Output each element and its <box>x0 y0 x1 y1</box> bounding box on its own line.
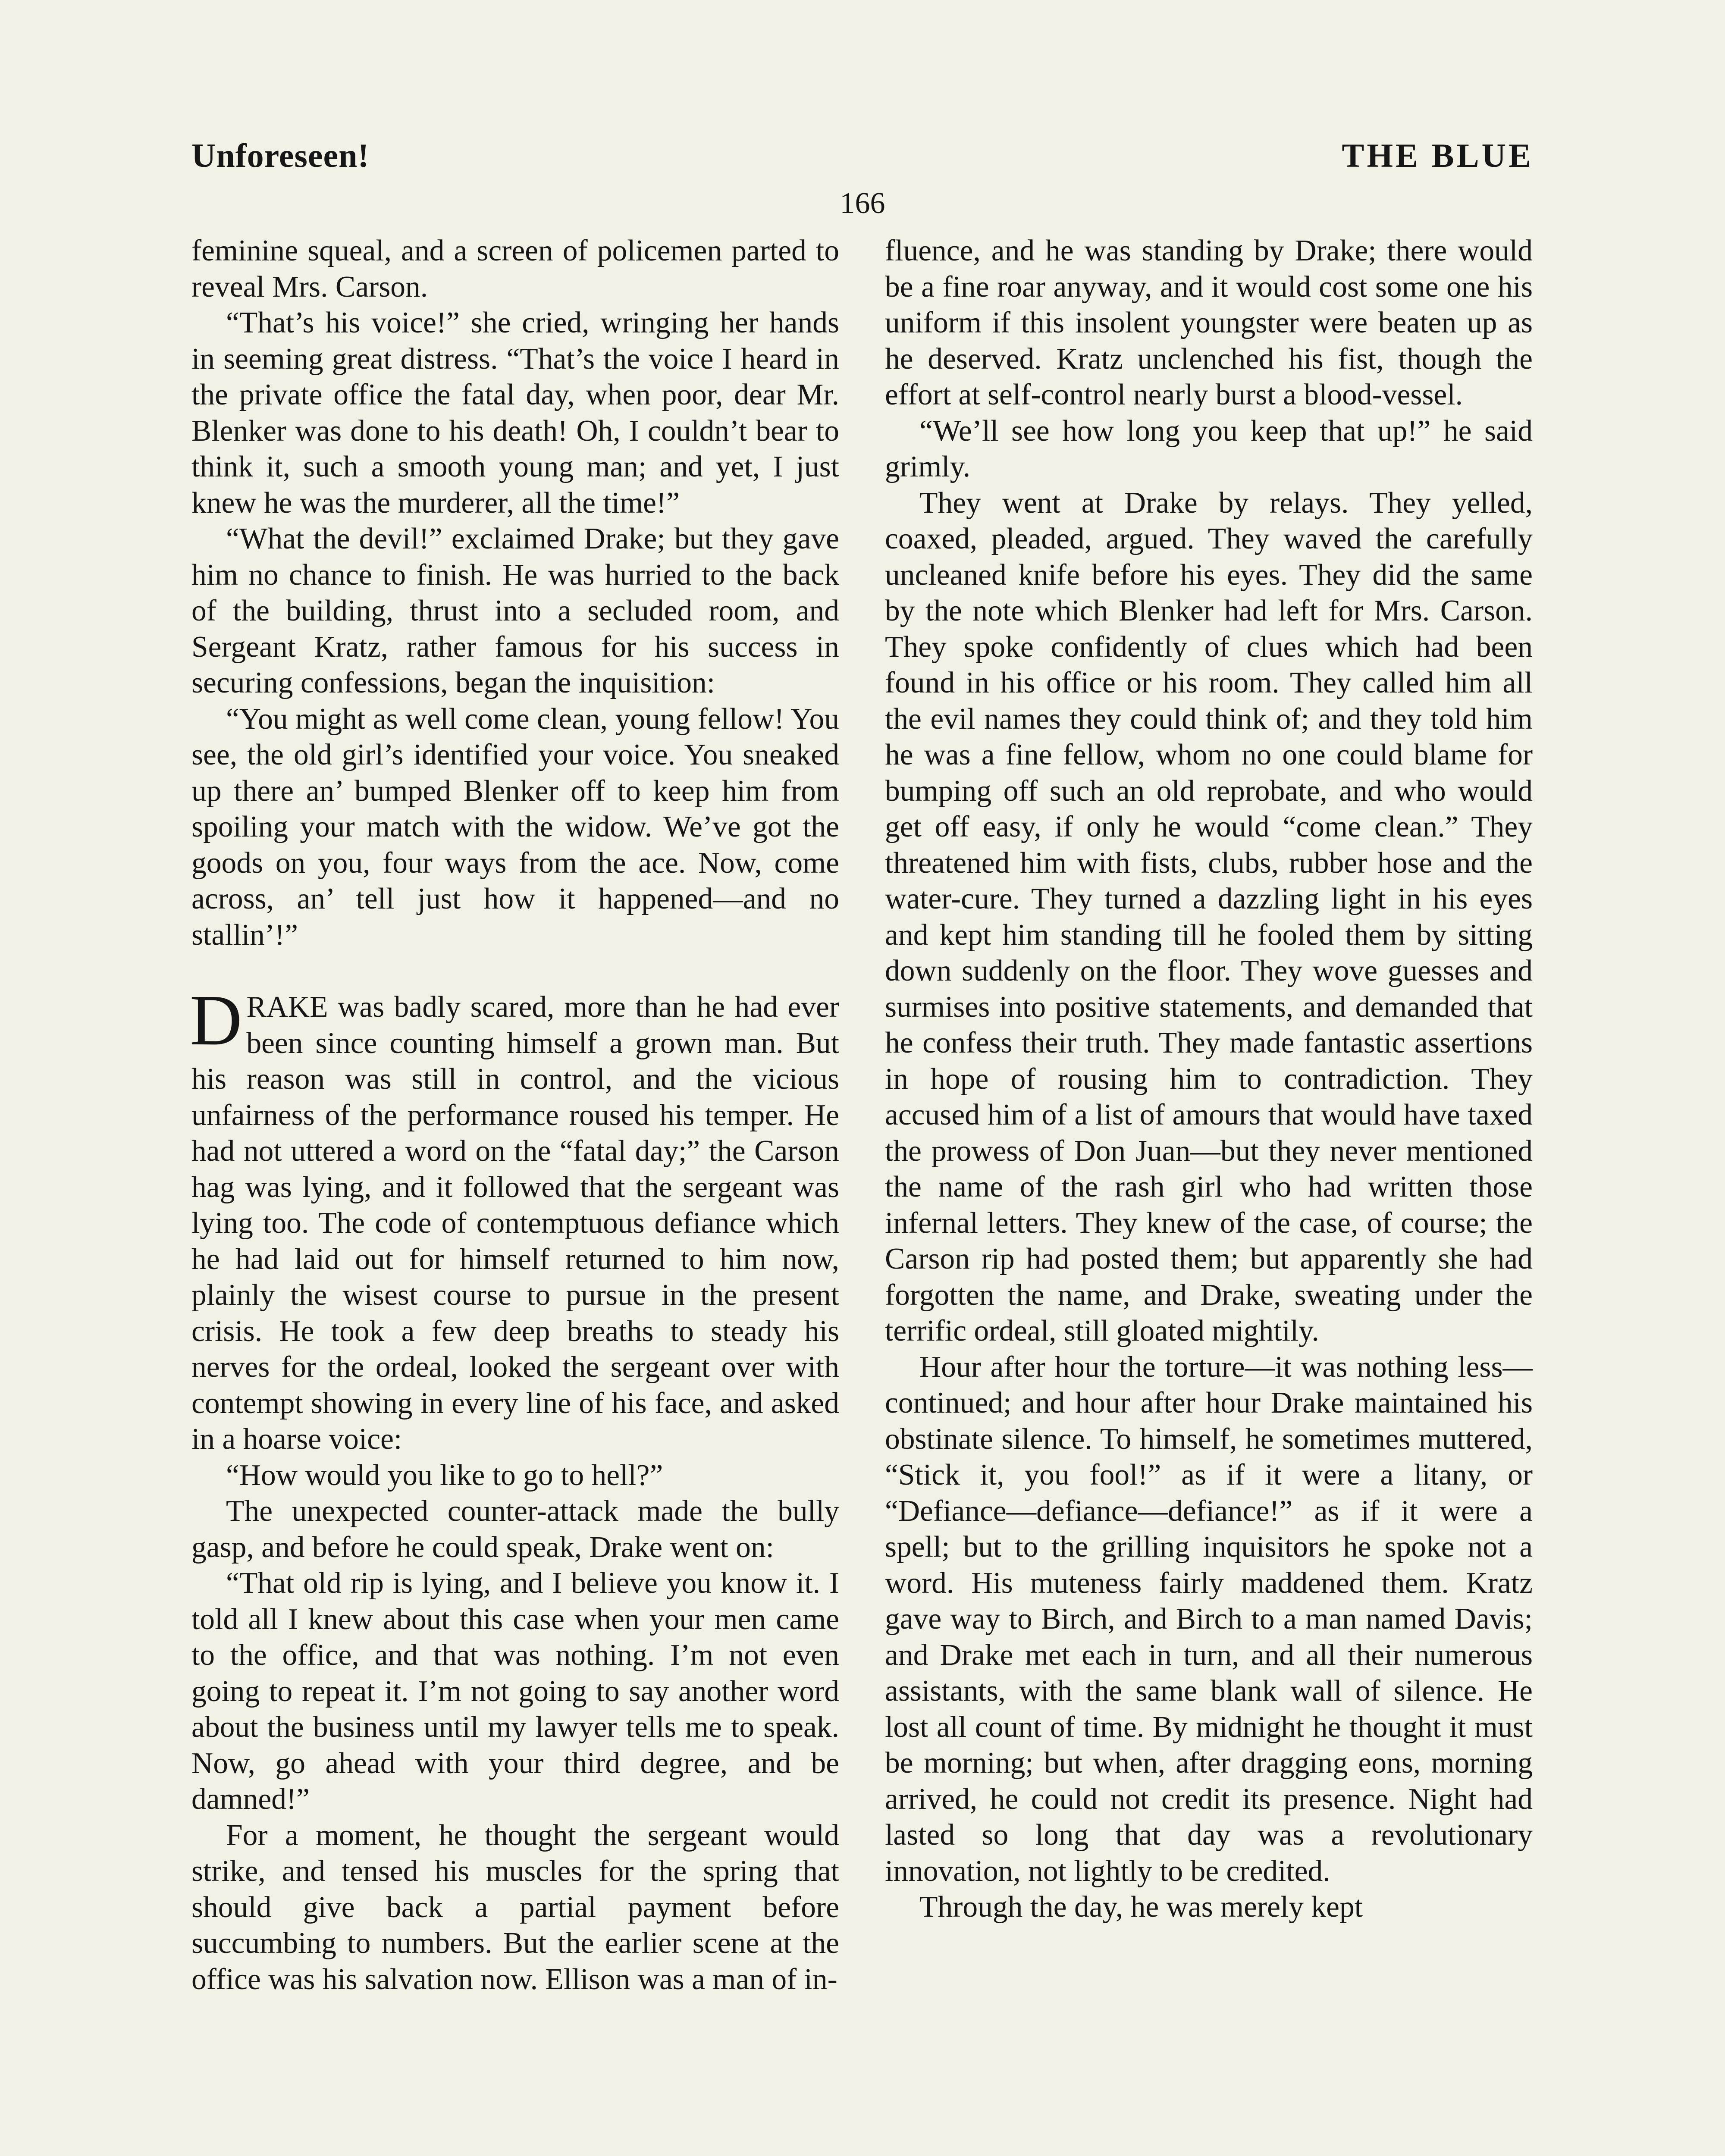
paragraph: Hour after hour the torture—it was nothing less—continued; and hour after hour Drake maintained his obstinate silence. To himself, he sometimes muttered, “Stick it, you fool!” as if it were a litany, or “Defiance—defiance—defiance!” as if it were a spell; but to the grilling inquisitors he spoke not a word. His muteness fairly maddened them. Kratz gave way to Birch, and Birch to a man named Davis; and Drake met each in turn, and all their numerous assistants, with the same blank wall of silence. He lost all count of time. By midnight he thought it must be morning; but when, after dragging eons, morning arrived, he could not credit its presence. Night had lasted so long that day was a revolutionary innovation, not lightly to be credited. <box>885 1350 1533 1888</box>
left-column <box>191 233 839 1997</box>
story-title: Unforeseen! <box>191 137 370 174</box>
magazine-running-head: THE BLUE <box>1342 137 1534 174</box>
paragraph: The unexpected counter-attack made the bully gasp, and before he could speak, Drake went on: <box>191 1495 839 1564</box>
paragraph: fluence, and he was standing by Drake; there would be a fine roar anyway, and it would cost some one his uniform if this insolent youngster were beaten up as he deserved. Kratz unclenched his fist, though the effort at self-control nearly burst a blood-vessel. <box>885 234 1533 411</box>
right-column <box>885 233 1533 1925</box>
drop-cap: D <box>190 980 242 1060</box>
paragraph: “What the devil!” exclaimed Drake; but they gave him no chance to finish. He was hurried to the back of the building, thrust into a secluded room, and Sergeant Kratz, rather famous for his success in securing confessions, began the inquisition: <box>191 522 839 699</box>
paragraph: “How would you like to go to hell?” <box>226 1458 663 1492</box>
paragraph: “You might as well come clean, young fellow! You see, the old girl’s identified your voice. You sneaked up there an’ bumped Blenker off to keep him from spoiling your match with the widow. We’ve got the goods on you, four ways from the ace. Now, come across, an’ tell just how it happened—and no stallin’!” <box>191 702 839 952</box>
paragraph: Through the day, he was merely kept <box>919 1890 1363 1924</box>
paragraph: For a moment, he thought the sergeant would strike, and tensed his muscles for the spring that should give back a partial payment before succumbing to numbers. But the earlier scene at the office was his salvation now. Ellison was a man of in- <box>191 1818 839 1996</box>
page-number: 166 <box>840 187 885 220</box>
paragraph: They went at Drake by relays. They yelled, coaxed, pleaded, argued. They waved the carefully uncleaned knife before his eyes. They did the same by the note which Blenker had left for Mrs. Carson. They spoke confidently of clues which had been found in his office or his room. They called him all the evil names they could think of; and they told him he was a fine fellow, whom no one could blame for bumping off such an old reprobate, and who would get off easy, if only he would “come clean.” They threatened him with fists, clubs, rubber hose and the water-cure. They turned a dazzling light in his eyes and kept him standing till he fooled them by sitting down suddenly on the floor. They wove guesses and surmises into positive statements, and demanded that he confess their truth. They made fantastic assertions in hope of rousing him to contradiction. They accused him of a list of amours that would have taxed the prowess of Don Juan—but they never mentioned the name of the rash girl who had written those infernal letters. They knew of the case, of course; the Carson rip had posted them; but apparently she had forgotten the name, and Drake, sweating under the terrific ordeal, still gloated mightily. <box>885 486 1533 1348</box>
section-paragraph <box>190 980 839 1457</box>
paragraph: “That’s his voice!” she cried, wringing her hands in seeming great distress. “That’s the voice I heard in the private office the fatal day, when poor, dear Mr. Blenker was done to his death! Oh, I couldn’t bear to think it, such a smooth young man; and yet, I just knew he was the murderer, all the time!” <box>191 306 839 520</box>
paragraph: feminine squeal, and a screen of policemen parted to reveal Mrs. Carson. <box>191 234 839 304</box>
paragraph: “That old rip is lying, and I believe you know it. I told all I knew about this case when your men came to the office, and that was nothing. I’m not even going to repeat it. I’m not going to say another word about the business until my lawyer tells me to speak. Now, go ahead with your third degree, and be damned!” <box>191 1567 839 1816</box>
paragraph-text: RAKE was badly scared, more than he had ever been since counting himself a grown man. But his reason was still in control, and the vicious unfairness of the performance roused his temper. He had not uttered a word on the “fatal day;” the Carson hag was lying, and it followed that the sergeant was lying too. The code of contemptuous defiance which he had laid out for himself returned to him now, plainly the wisest course to pursue in the present crisis. He took a few deep breaths to steady his nerves for the ordeal, looked the sergeant over with contempt showing in every line of his face, and asked in a hoarse voice: <box>191 990 839 1456</box>
paragraph: “We’ll see how long you keep that up!” he said grimly. <box>885 414 1533 483</box>
